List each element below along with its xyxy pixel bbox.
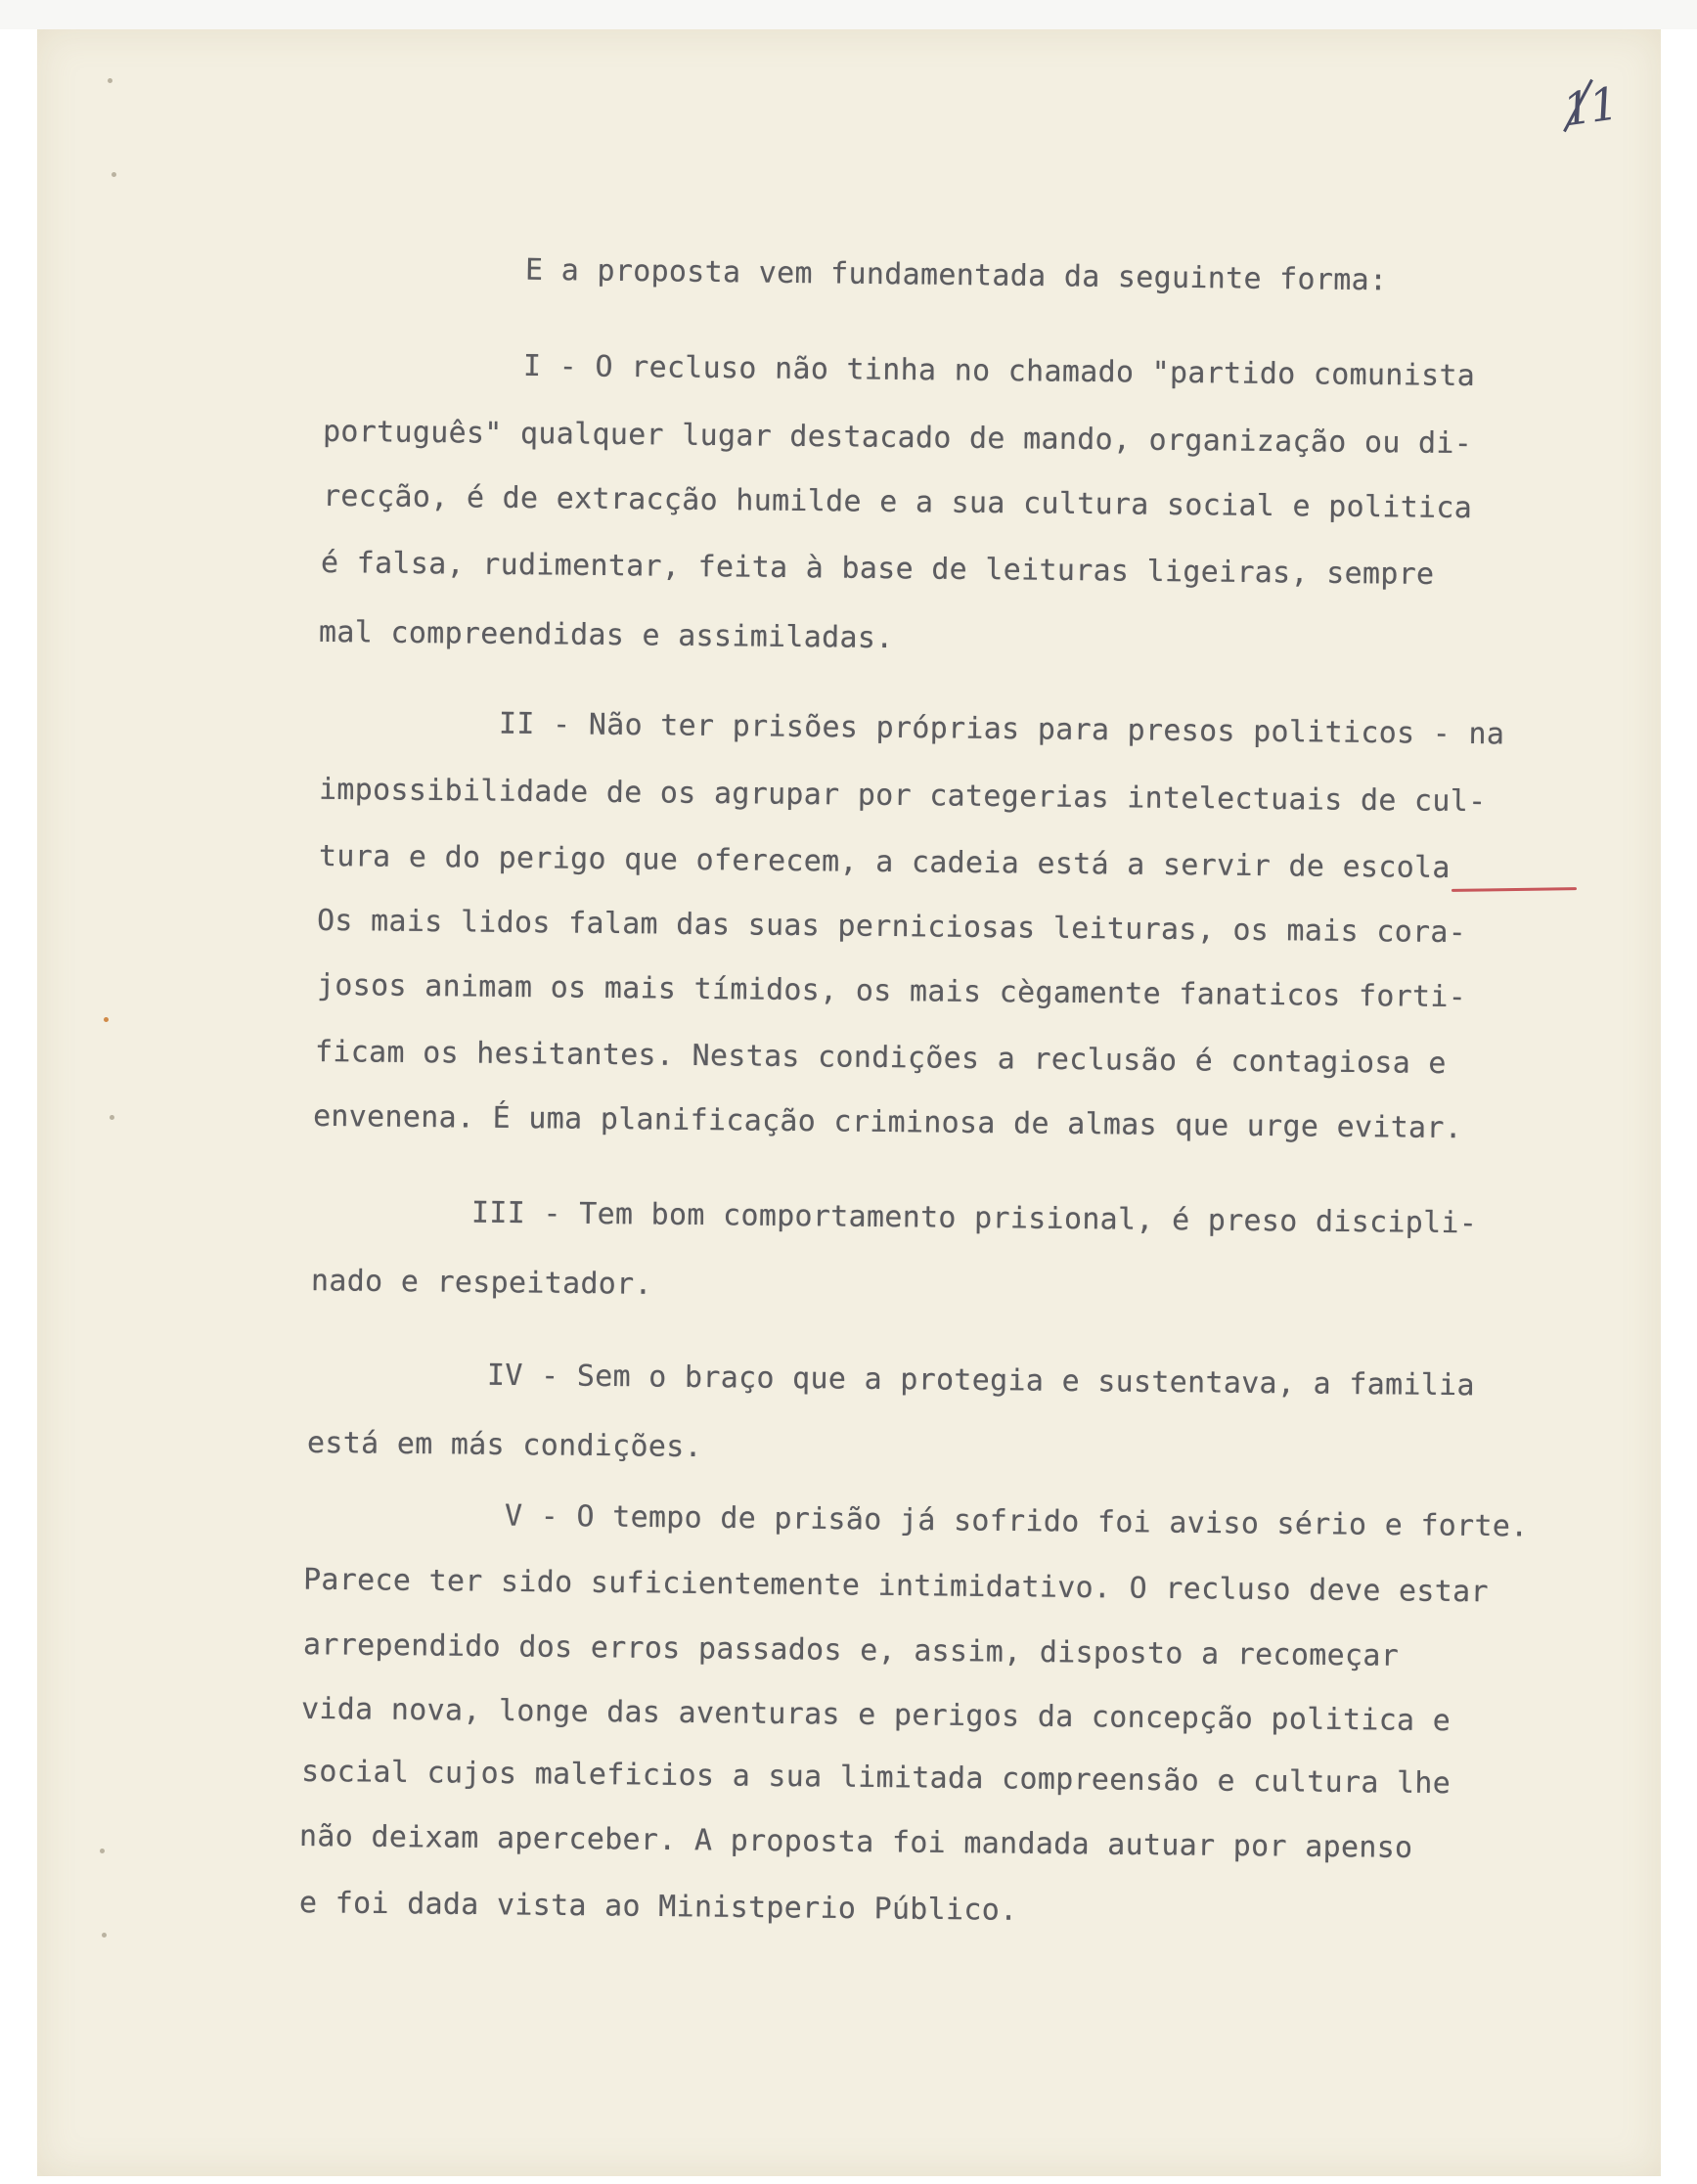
text-line: arrependido dos erros passados e, assim, disposto a recomeçar	[302, 1627, 1400, 1673]
handwritten-folio-number: 11	[1559, 76, 1621, 137]
text-line: ficam os hesitantes. Nestas condições a reclusão é contagiosa e	[314, 1034, 1447, 1082]
scan-background-top	[0, 0, 1697, 29]
punch-hole-mark	[112, 172, 116, 177]
punch-hole-mark	[108, 78, 112, 83]
text-line: I - O recluso não tinha no chamado "partido comunista	[522, 348, 1476, 394]
text-line: e foi dada vista ao Ministperio Público.	[298, 1886, 1018, 1928]
punch-hole-mark	[100, 1849, 105, 1853]
text-line: V - O tempo de prisão já sofrido foi aviso sério e forte.	[504, 1498, 1529, 1544]
punch-hole-mark	[102, 1933, 107, 1938]
text-line: II - Não ter prisões próprias para presos politicos - na	[498, 706, 1505, 752]
text-line: vida nova, longe das aventuras e perigos da concepção politica e	[300, 1691, 1451, 1739]
text-line: Os mais lidos falam das suas perniciosas leituras, os mais cora-	[316, 903, 1467, 951]
text-line: nado e respeitador.	[310, 1264, 653, 1302]
punch-hole-mark	[110, 1115, 114, 1120]
text-line: mal compreendidas e assimiladas.	[318, 614, 894, 656]
text-line: está em más condições.	[306, 1425, 703, 1465]
text-line: IV - Sem o braço que a protegia e sustentava, a familia	[486, 1358, 1476, 1404]
punch-hole-mark	[104, 1017, 109, 1022]
text-line: é falsa, rudimentar, feita à base de leituras ligeiras, sempre	[320, 546, 1435, 592]
text-line: josos animam os mais tímidos, os mais cègamente fanaticos forti-	[316, 967, 1467, 1015]
text-line: não deixam aperceber. A proposta foi mandada autuar por apenso	[298, 1819, 1413, 1865]
text-line: social cujos maleficios a sua limitada compreensão e cultura lhe	[300, 1754, 1451, 1802]
text-line: português" qualquer lugar destacado de mando, organização ou di-	[322, 414, 1473, 462]
text-line: III - Tem bom comportamento prisional, é preso discipli-	[470, 1195, 1478, 1241]
text-line: recção, é de extracção humilde e a sua cultura social e politica	[322, 478, 1473, 526]
text-line: tura e do perigo que oferecem, a cadeia está a servir de escola	[318, 838, 1451, 886]
text-line: envenena. É uma planificação criminosa de almas que urge evitar.	[312, 1098, 1463, 1146]
text-line: impossibilidade de os agrupar por categerias intelectuais de cul-	[318, 772, 1487, 820]
text-line: E a proposta vem fundamentada da seguinte forma:	[524, 252, 1388, 298]
text-line: Parece ter sido suficientemente intimidativo. O recluso deve estar	[302, 1562, 1490, 1610]
